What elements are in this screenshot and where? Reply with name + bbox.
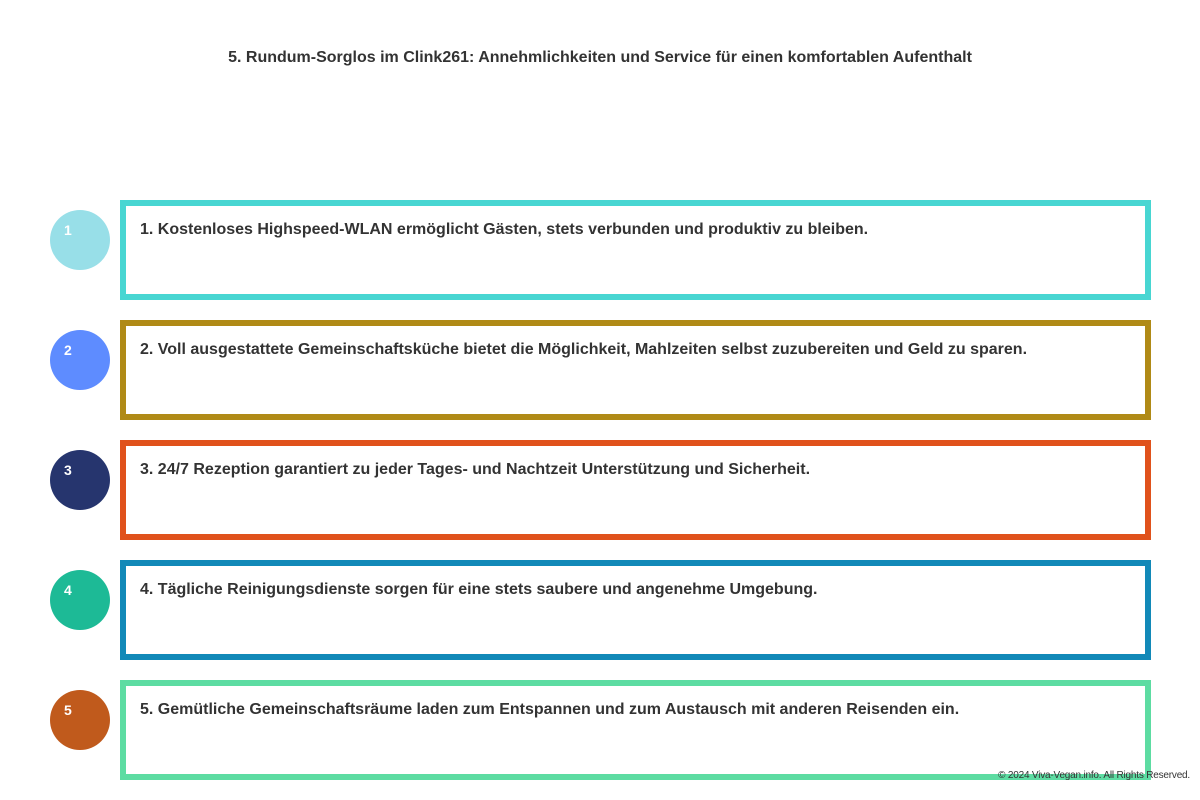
step-number-circle — [50, 210, 110, 270]
step-item — [50, 680, 1151, 780]
step-item — [50, 320, 1151, 420]
step-text: 2. Voll ausgestattete Gemeinschaftsküche bietet die Möglichkeit, Mahlzeiten selbst zuzubereiten und Geld zu sparen. — [140, 341, 1028, 358]
step-number: 2 — [64, 342, 72, 358]
step-item — [50, 200, 1151, 300]
step-box — [120, 560, 1151, 660]
step-number-circle — [50, 690, 110, 750]
step-item — [50, 440, 1151, 540]
step-box — [120, 320, 1151, 420]
step-item — [50, 560, 1151, 660]
step-box — [120, 200, 1151, 300]
step-number: 4 — [64, 582, 72, 598]
step-number: 1 — [64, 222, 72, 238]
step-text: 3. 24/7 Rezeption garantiert zu jeder Tages- und Nachtzeit Unterstützung und Sicherheit. — [140, 461, 811, 478]
step-box — [120, 680, 1151, 780]
step-text: 1. Kostenloses Highspeed-WLAN ermöglicht Gästen, stets verbunden und produktiv zu bleiben. — [140, 221, 869, 238]
step-box — [120, 440, 1151, 540]
page-title: 5. Rundum-Sorglos im Clink261: Annehmlichkeiten und Service für einen komfortablen Aufenthalt — [228, 49, 972, 66]
step-number-circle — [50, 450, 110, 510]
step-number: 3 — [64, 462, 72, 478]
copyright-footer: © 2024 Viva-Vegan.info. All Rights Reserved. — [998, 770, 1190, 781]
step-text: 5. Gemütliche Gemeinschaftsräume laden zum Entspannen und zum Austausch mit anderen Reisenden ein. — [140, 701, 960, 718]
step-number-circle — [50, 570, 110, 630]
step-text: 4. Tägliche Reinigungsdienste sorgen für eine stets saubere und angenehme Umgebung. — [140, 581, 818, 598]
step-number: 5 — [64, 702, 72, 718]
step-number-circle — [50, 330, 110, 390]
